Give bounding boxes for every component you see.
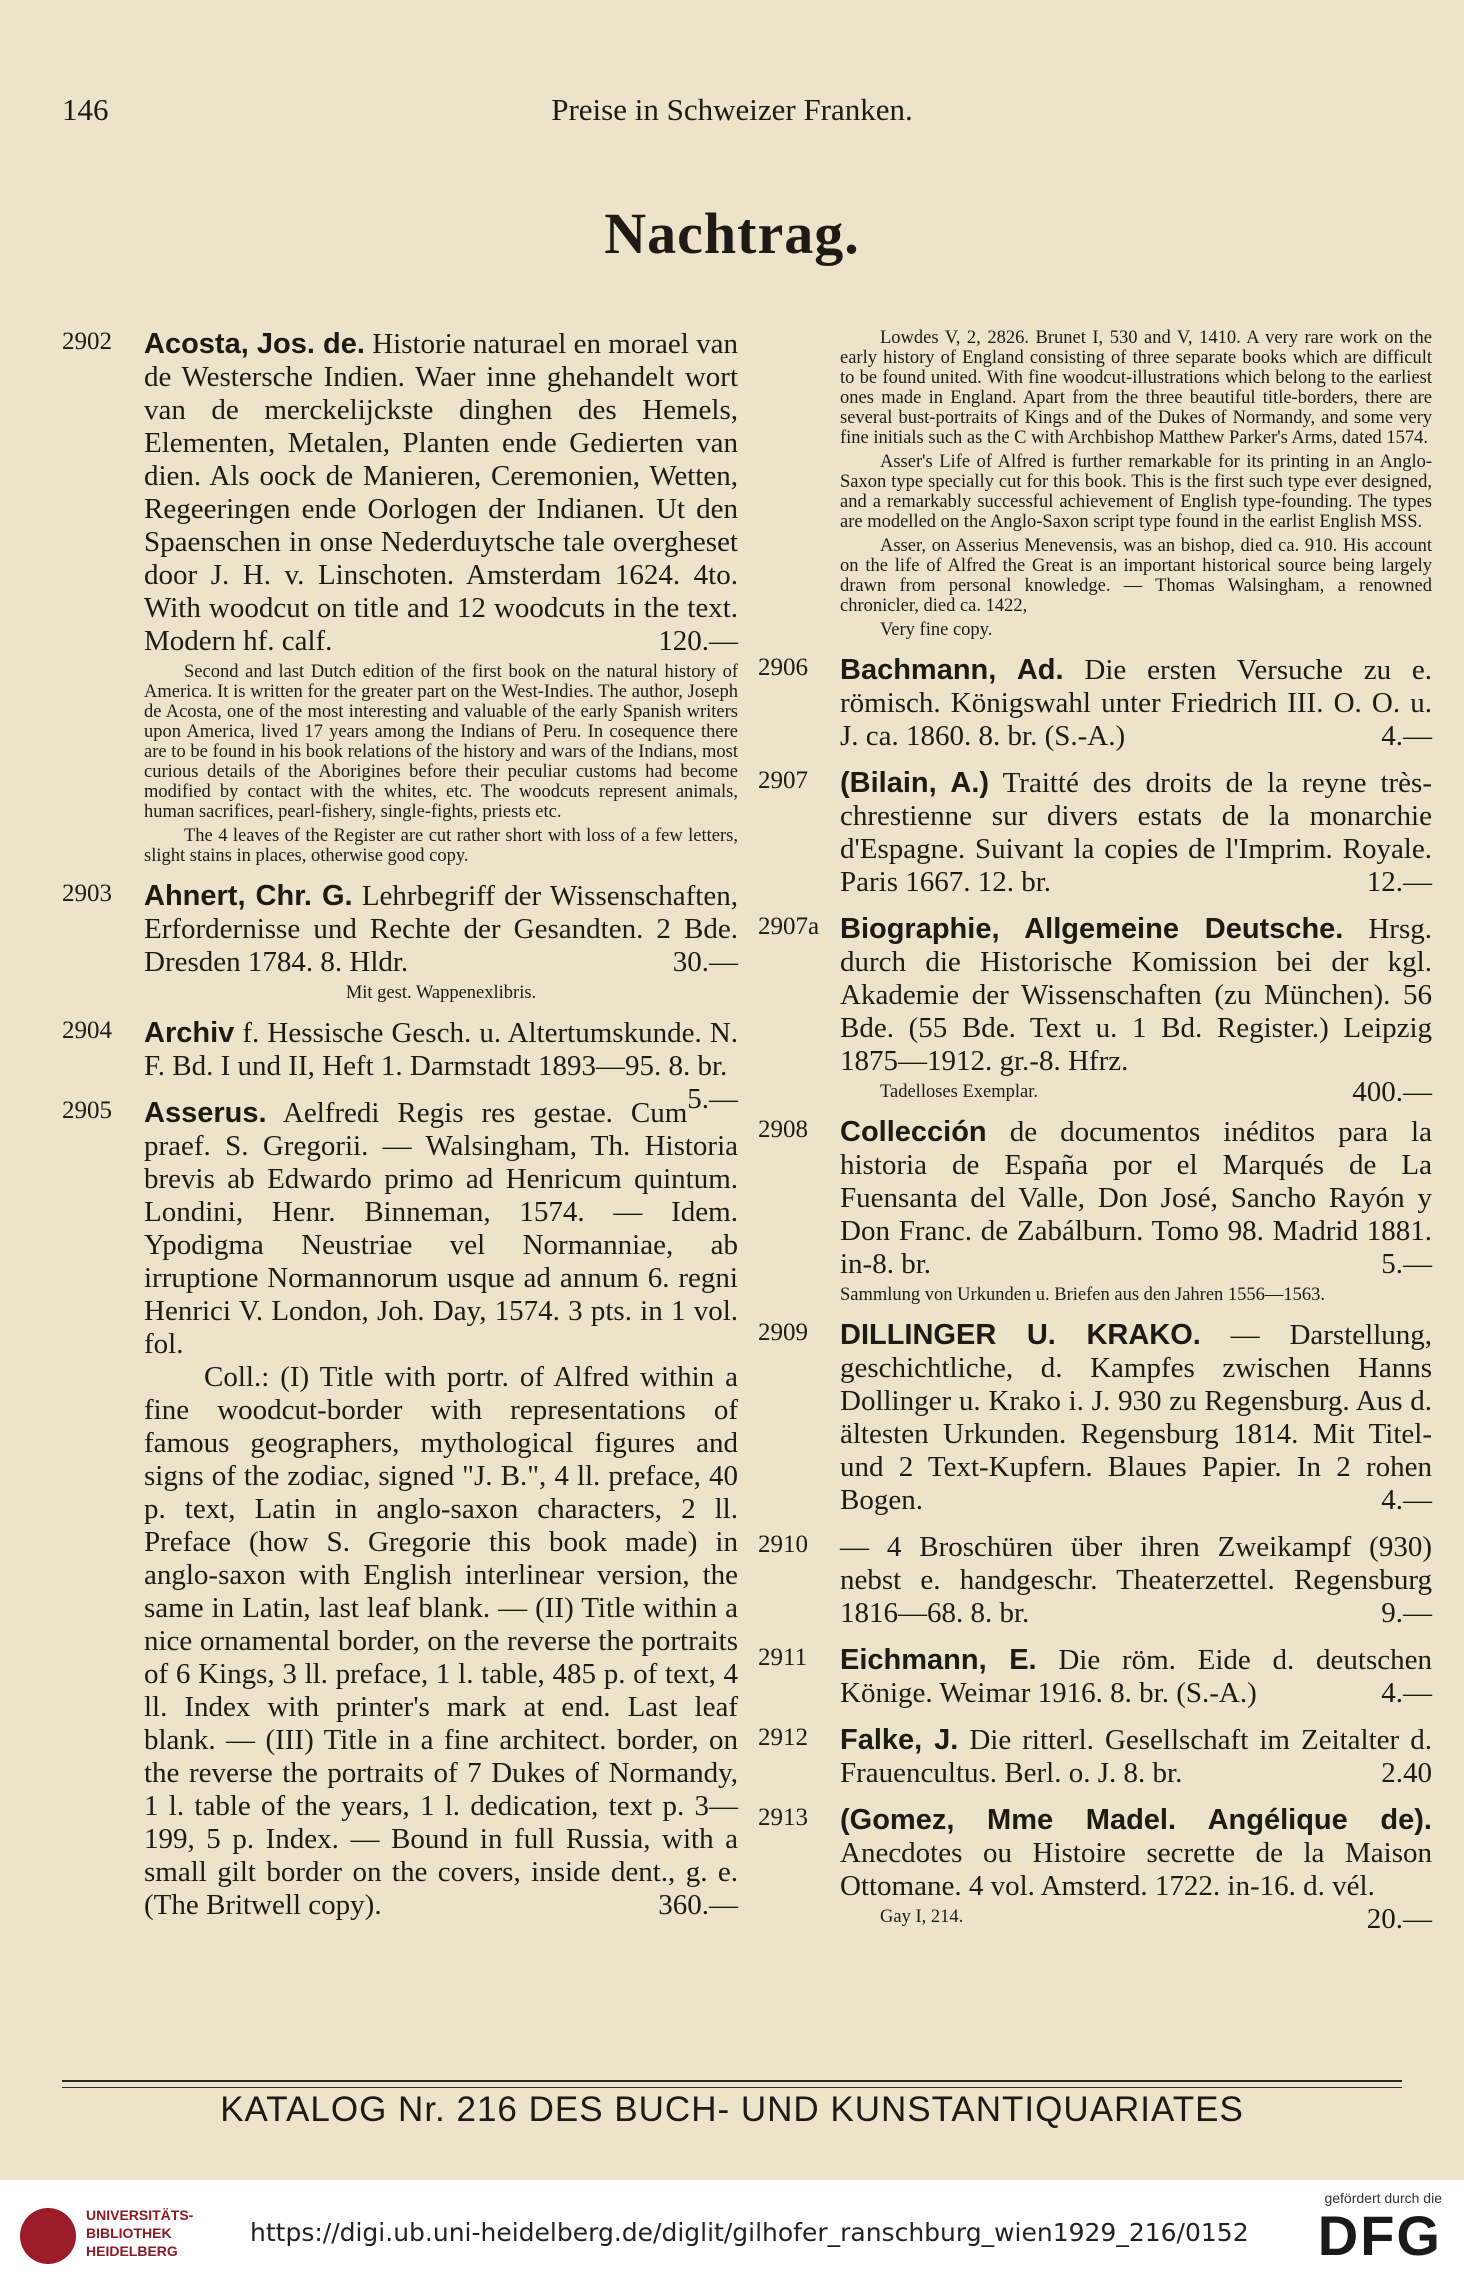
entry-price: 400.—: [1352, 1076, 1432, 1108]
catalog-entry: [62, 880, 738, 1003]
catalog-entry: [758, 913, 1432, 1108]
entry-price: 5.—: [1381, 1248, 1432, 1280]
entry-number: 2913: [758, 1804, 808, 1831]
entry-price: 20.—: [1366, 1903, 1432, 1935]
entry-price: 9.—: [1381, 1597, 1432, 1629]
entry-heading: Archiv: [144, 1017, 235, 1049]
entry-text: Historie naturael en morael van de Westersche Indien. Waer inne ghehandelt wort van de merckelijckste dinghen des Hemels, Elementen, Metalen, Planten ende Gedierten van dien. Als oock de Manieren, Ceremonien, Wetten, Regeeringen ende Oorlogen der Indianen. Ut den Spaenschen in onse Nederduytsche tale overgheset door J. H. v. Linschoten. Amsterdam 1624. 4to. With woodcut on title and 12 woodcuts in the text. Modern hf. calf.: [144, 328, 738, 657]
note-paragraph: Asser, on Asserius Menevensis, was an bishop, died ca. 910. His account on the life of Alfred the Great is an important historical source being largely drawn from personal knowledge. — Thomas Walsingham, a renowned chronicler, died ca. 1422,: [840, 536, 1432, 616]
entry-price: 360.—: [658, 1889, 738, 1921]
catalog-entry: [758, 654, 1432, 753]
catalog-entry: [62, 328, 738, 866]
entry-number: 2910: [758, 1531, 808, 1558]
entry-heading: Asserus.: [144, 1097, 267, 1129]
note-paragraph: Second and last Dutch edition of the first book on the natural history of America. It is written for the greater part on the West-Indies. The author, Joseph de Acosta, one of the most interesting and valuable of the early Spanish writers upon America, lived 17 years among the Indians of Peru. In cosequence there are to be found in his book relations of the history and wars of the Indians, most curious details of the Aborigines before their peculiar customs had become modified by contact with the whites, etc. The woodcuts represent animals, human sacrifices, pearl-fishery, single-fights, priests etc.: [144, 662, 738, 822]
running-header: [62, 92, 1402, 132]
entry-text: Aelfredi Regis res gestae. Cum praef. S. Gregorii. — Walsingham, Th. Historia brevis ab Edwardo primo ad Henricum quintum. Londini, Henr. Binneman, 1574. — Idem. Ypodigma Neustriae vel Normanniae, ab irruptione Normannorum usque ad annum 6. regni Henrici V. London, Joh. Day, 1574. 3 pts. in 1 vol. fol.: [144, 1097, 738, 1360]
library-name: UNIVERSITÄTS- BIBLIOTHEK HEIDELBERG: [86, 2207, 194, 2259]
entry-heading: Biographie, Allgemeine Deutsche.: [840, 913, 1344, 945]
entry-heading: Acosta, Jos. de.: [144, 328, 365, 360]
footer-rule: [62, 2080, 1402, 2082]
funder-line: gefördert durch die: [1324, 2190, 1442, 2206]
left-column: [62, 328, 738, 1936]
entry-number: 2907a: [758, 913, 820, 940]
library-logo[interactable]: [20, 2202, 240, 2272]
entry-number: 2908: [758, 1116, 808, 1143]
catalog-entry: [758, 1804, 1432, 1935]
entry-number: 2909: [758, 1319, 808, 1346]
entry-text: Lehrbegriff der Wissenschaften, Erfordernisse und Rechte der Gesandten. 2 Bde. Dresden 1784. 8. Hldr.: [144, 880, 738, 978]
entry-text: Die ersten Versuche zu e. römisch. Königswahl unter Friedrich III. O. O. u. J. ca. 1860. 8. br. (S.-A.): [840, 654, 1433, 752]
entry-number: 2902: [62, 328, 112, 355]
page-number: 146: [62, 92, 109, 127]
viewer-footer-bar: [0, 2180, 1464, 2291]
entry-number: 2904: [62, 1017, 112, 1044]
entry-price: 30.—: [672, 946, 738, 978]
entry-heading: Bachmann, Ad.: [840, 654, 1064, 686]
entry-heading: Eichmann, E.: [840, 1644, 1037, 1676]
right-column: [758, 328, 1432, 1941]
catalog-entry: [758, 1644, 1432, 1710]
entry-heading: Collección: [840, 1116, 987, 1148]
entry-heading: (Bilain, A.): [840, 767, 990, 799]
entry-heading: Falke, J.: [840, 1724, 959, 1756]
note-paragraph: Asser's Life of Alfred is further remarkable for its printing in an Anglo-Saxon type specially cut for this book. This is the first such type ever designed, and a remarkably successful achievement of English type-founding. The types are modelled on the Anglo-Saxon script type found in the earlist English MSS.: [840, 452, 1432, 532]
section-title: Nachtrag.: [604, 201, 860, 266]
catalog-footer: KATALOG Nr. 216 DES BUCH- UND KUNSTANTIQUARIATES: [220, 2090, 1244, 2129]
entry-note: [840, 1076, 1432, 1108]
entry-text: — Darstellung, geschichtliche, d. Kampfes zwischen Hanns Dollinger u. Krako i. J. 930 zu Regensburg. Aus d. ältesten Urkunden. Regensburg 1814. Mit Titel- und 2 Text-Kupfern. Blaues Papier. In 2 rohen Bogen.: [840, 1319, 1432, 1516]
catalog-entry: [62, 1097, 738, 1922]
entry-price: 4.—: [1381, 1677, 1432, 1709]
note-paragraph: Very fine copy.: [880, 620, 993, 640]
entry-collation: Coll.: (I) Title with portr. of Alfred within a fine woodcut-border with representations of famous geographers, mythological figures and signs of the zodiac, signed "J. B.", 4 ll. preface, 40 p. text, Latin in anglo-saxon characters, 2 ll. Preface (how S. Gregorie this book made) in anglo-saxon with English interlinear version, the same in Latin, last leaf blank. — (II) Title within a nice ornamental border, on the reverse the portraits of 6 Kings, 3 ll. preface, 1 l. table, 485 p. of text, 4 ll. Index with printer's mark at end. Last leaf blank. — (III) Title in a fine architect. border, on the reverse the portraits of 7 Dukes of Normandy, 1 l. table of the years, 1 l. dedication, text p. 3—199, 5 p. Index. — Bound in full Russia, with a small gilt border on the covers, inside dent., g. e. (The Britwell copy).: [144, 1361, 738, 1921]
note-paragraph: Lowdes V, 2, 2826. Brunet I, 530 and V, 1410. A very rare work on the early history of England consisting of three separate books which are difficult to be found united. With fine woodcut-illustrations which belong to the earliest ones made in England. Apart from the three beautiful title-borders, there are several bust-portraits of Kings and of the Dukes of Normandy, and some very fine initials such as the C with Archbishop Matthew Parker's Arms, dated 1574.: [840, 328, 1432, 448]
entry-number: 2907: [758, 767, 808, 794]
entry-price: 12.—: [1366, 866, 1432, 898]
running-title: Preise in Schweizer Franken.: [551, 92, 913, 127]
entry-text: Die ritterl. Gesellschaft im Zeitalter d. Frauencultus. Berl. o. J. 8. br.: [840, 1724, 1432, 1789]
footer-rule-thin: [62, 2087, 1402, 2088]
entry-heading: (Gomez, Mme Madel. Angélique de).: [840, 1804, 1432, 1836]
entry-heading: Ahnert, Chr. G.: [144, 880, 353, 912]
note-text: Tadelloses Exemplar.: [880, 1082, 1038, 1102]
entry-price: 4.—: [1381, 1484, 1432, 1516]
entry-text: f. Hessische Gesch. u. Altertumskunde. N. F. Bd. I und II, Heft 1. Darmstadt 1893—95. 8. br.: [144, 1017, 739, 1082]
catalog-entry: [758, 1531, 1432, 1630]
entry-text: Anecdotes ou Histoire secrette de la Maison Ottomane. 4 vol. Amsterd. 1722. in-16. d. vél.: [840, 1837, 1432, 1902]
entry-note: Gay I, 214.: [880, 1907, 964, 1927]
entry-number: 2912: [758, 1724, 808, 1751]
note-paragraph: The 4 leaves of the Register are cut rather short with loss of a few letters, slight stains in places, otherwise good copy.: [144, 826, 738, 866]
entry-note: [144, 662, 738, 866]
entry-number: 2906: [758, 654, 808, 681]
entry-number: 2903: [62, 880, 112, 907]
catalog-entry: [758, 767, 1432, 899]
entry-note: Mit gest. Wappenexlibris.: [345, 983, 537, 1003]
entry-price: 4.—: [1381, 720, 1432, 752]
entry-text: de documentos inéditos para la historia de España por el Marqués de La Fuensanta del Valle, Don José, Sancho Rayón y Don Franc. de Zabálburn. Tomo 98. Madrid 1881. in-8. br.: [840, 1116, 1432, 1280]
entry-price: 5.—: [687, 1083, 738, 1115]
entry-heading: DILLINGER U. KRAKO.: [840, 1319, 1201, 1351]
entry-number: 2911: [758, 1644, 808, 1671]
entry-note: Sammlung von Urkunden u. Briefen aus den Jahren 1556—1563.: [840, 1285, 1326, 1305]
entry-price: 2.40: [1381, 1757, 1432, 1789]
entry-price: 120.—: [658, 625, 738, 657]
entry-number: 2905: [62, 1097, 112, 1124]
entry-text: Traitté des droits de la reyne très-chrestienne sur divers estats de la monarchie d'Espagne. Suivant la copies de l'Imprim. Royale. Paris 1667. 12. br.: [840, 767, 1432, 898]
entry-text: Die röm. Eide d. deutschen Könige. Weimar 1916. 8. br. (S.-A.): [840, 1644, 1432, 1709]
dfg-logo-text: DFG: [1317, 2204, 1442, 2267]
catalog-entry: [758, 1724, 1432, 1790]
catalog-entry: [758, 1319, 1432, 1517]
continued-note: [840, 328, 1432, 640]
catalog-entry: [758, 1116, 1432, 1305]
source-url-link[interactable]: https://digi.ub.uni-heidelberg.de/diglit/gilhofer_ranschburg_wien1929_216/0152: [250, 2218, 1249, 2247]
dfg-logo[interactable]: [1292, 2190, 1442, 2266]
entry-text: Hrsg. durch die Historische Komission bei der kgl. Akademie der Wissenschaften (zu München). 56 Bde. (55 Bde. Text u. 1 Bd. Register.) Leipzig 1875—1912. gr.-8. Hfrz.: [840, 913, 1432, 1077]
entry-text: — 4 Broschüren über ihren Zweikampf (930) nebst e. handgeschr. Theaterzettel. Regensburg 1816—68. 8. br.: [840, 1531, 1432, 1629]
university-seal-icon: [20, 2208, 76, 2264]
